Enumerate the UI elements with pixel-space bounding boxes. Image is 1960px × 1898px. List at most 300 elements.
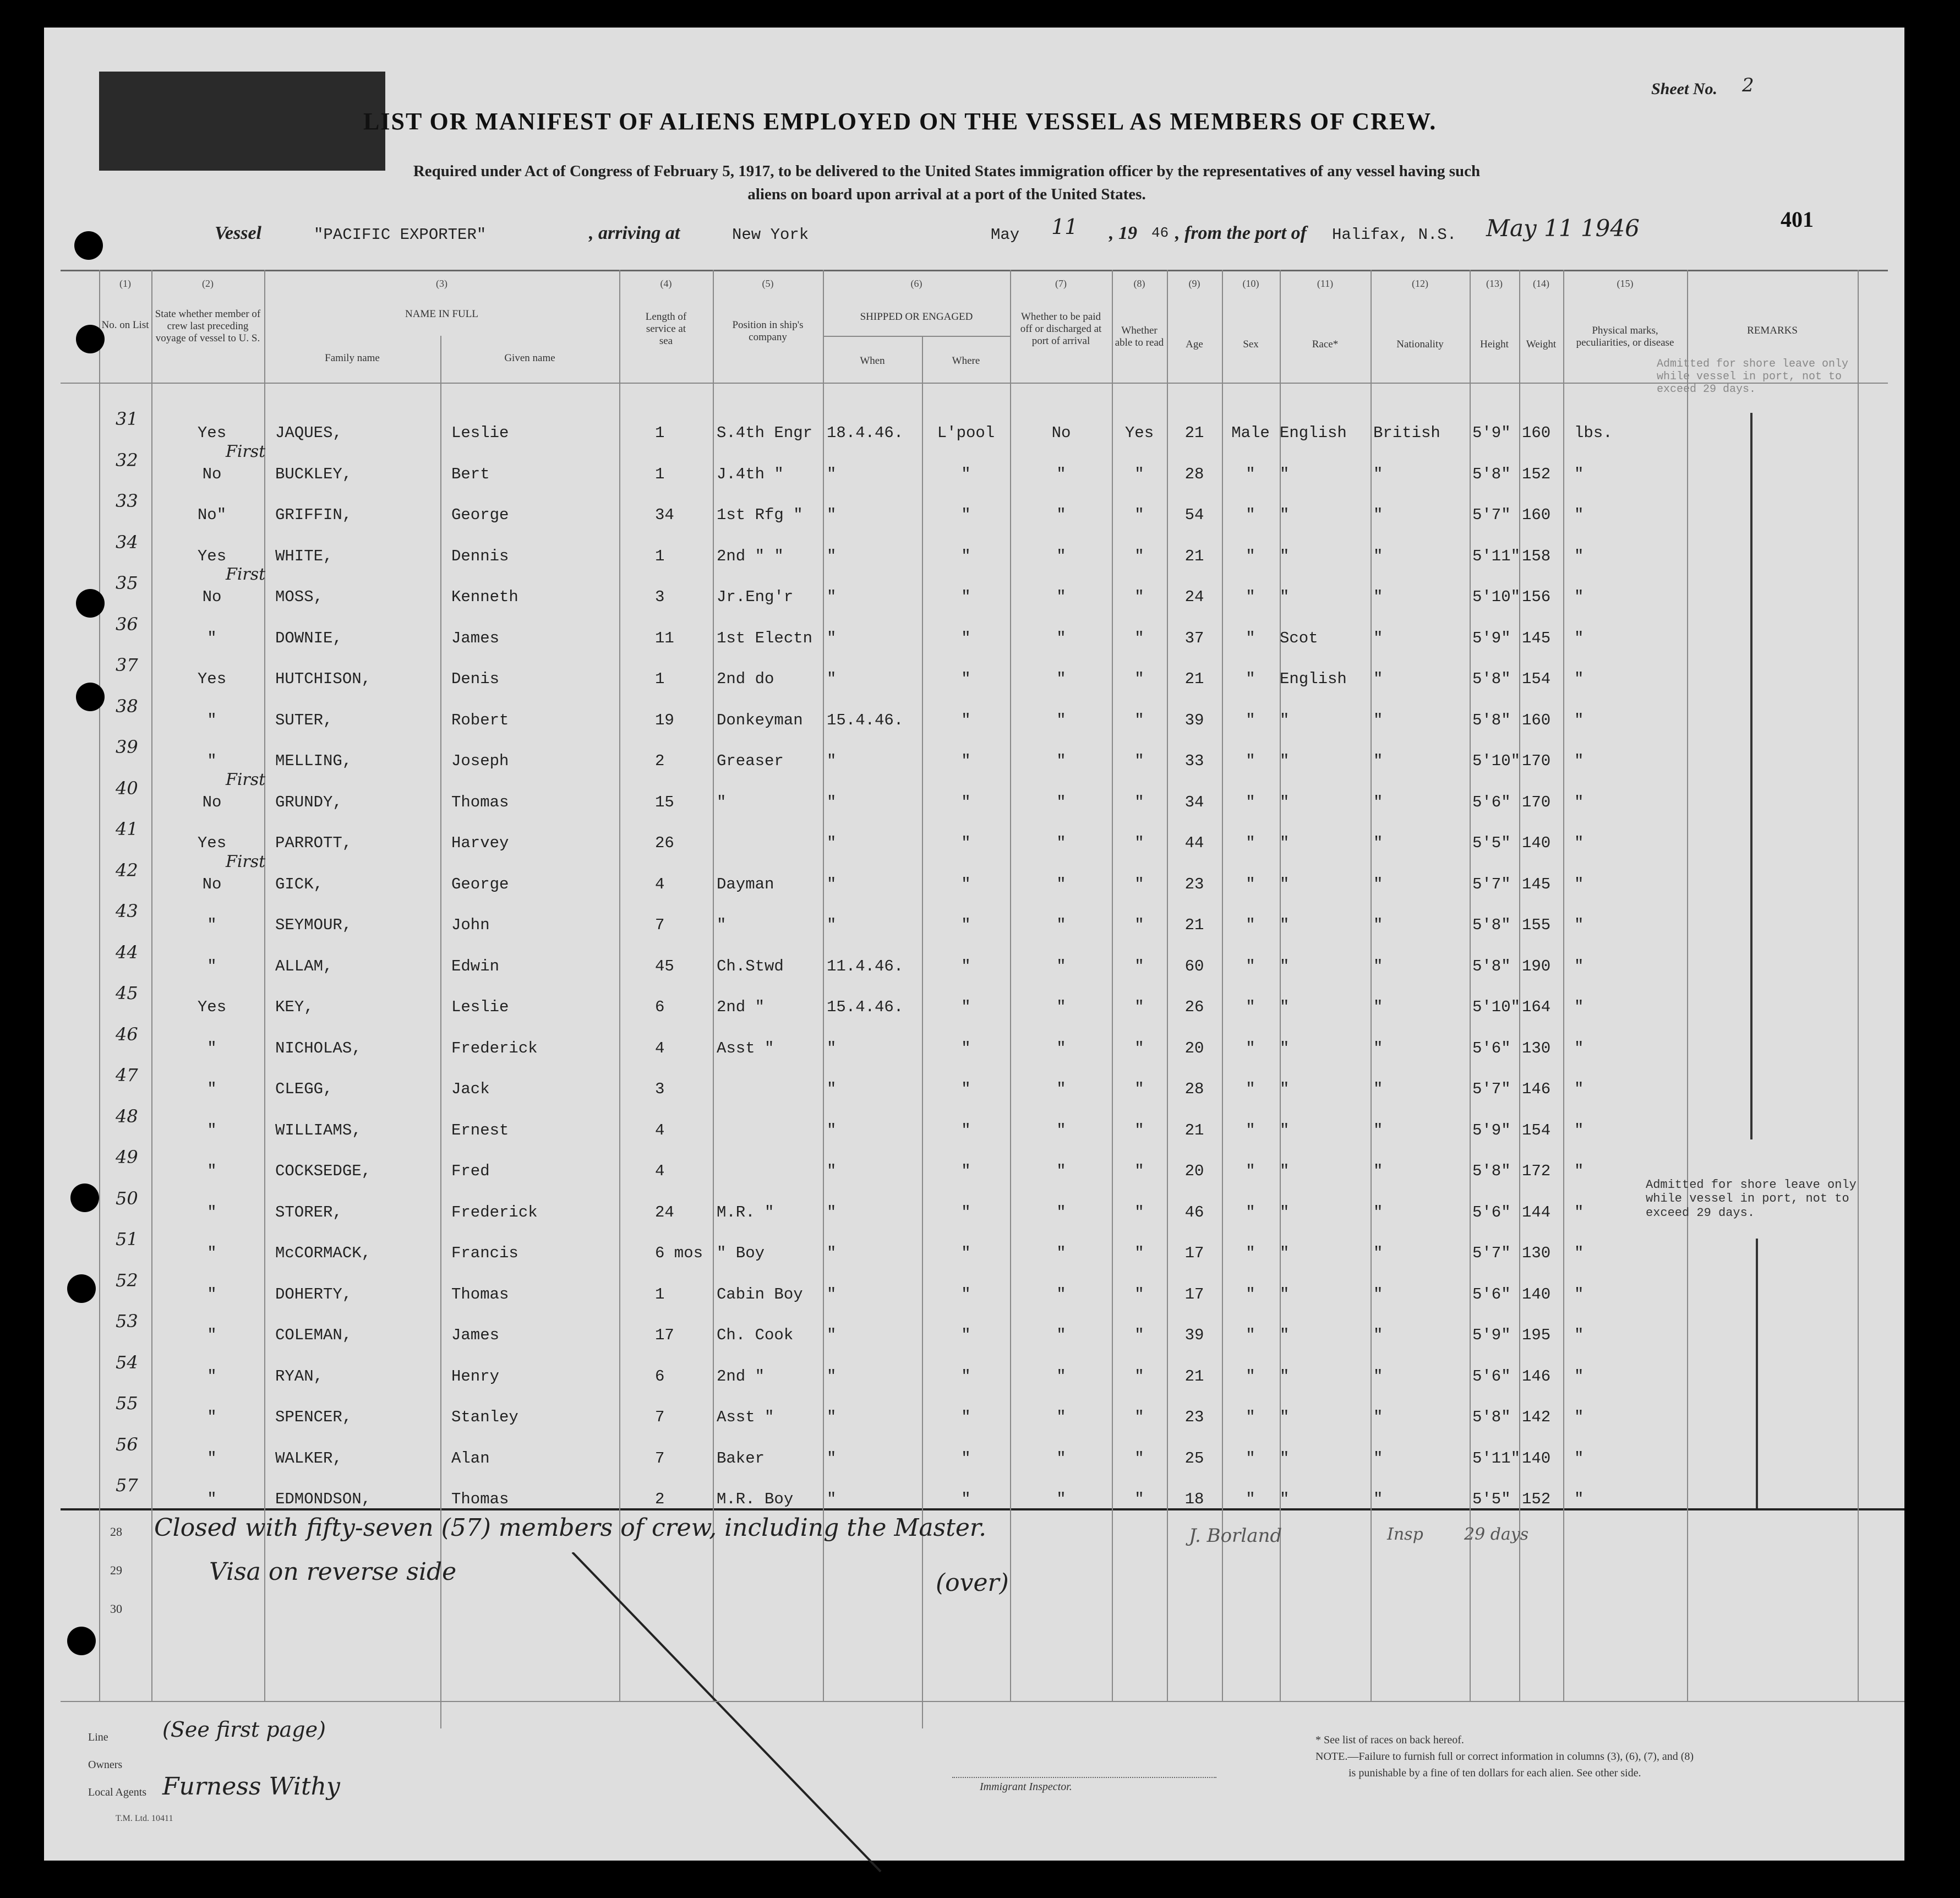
shipped-where-cell: "	[961, 998, 971, 1016]
nationality-cell: "	[1373, 629, 1383, 647]
nationality-cell: "	[1373, 1162, 1383, 1180]
row-number: 31	[116, 408, 138, 429]
row-number: 41	[116, 819, 138, 839]
position-cell: Baker	[717, 1449, 765, 1468]
sex-cell: "	[1246, 957, 1255, 975]
prev-voyage-cell: "	[207, 1039, 217, 1057]
inspector-signature: J. Borland	[1189, 1525, 1282, 1547]
race-cell: "	[1280, 1449, 1290, 1468]
sex-cell: "	[1246, 1080, 1255, 1098]
length-of-service-cell: 2	[655, 752, 665, 770]
family-name-cell: CLEGG,	[275, 1080, 333, 1098]
length-of-service-cell: 4	[655, 1121, 665, 1139]
shipped-where-cell: "	[961, 629, 971, 647]
weight-unit-cell: "	[1574, 1039, 1584, 1057]
col-header-race: Race*	[1312, 339, 1339, 350]
col-rule-8	[1112, 270, 1113, 1701]
age-cell: 21	[1184, 547, 1204, 565]
weight-cell: 145	[1522, 875, 1551, 893]
sex-cell: "	[1246, 1203, 1255, 1221]
col-rule-1	[99, 270, 100, 1701]
prev-voyage-cell: "	[207, 629, 217, 647]
weight-cell: 144	[1522, 1203, 1551, 1221]
weight-unit-cell: "	[1574, 916, 1584, 934]
height-cell: 5'8"	[1472, 670, 1511, 688]
able-to-read-cell: "	[1134, 1039, 1144, 1057]
given-name-cell: Francis	[451, 1244, 518, 1262]
nationality-cell: "	[1373, 916, 1383, 934]
length-of-service-cell: 15	[655, 793, 674, 811]
col-rule-3	[264, 270, 265, 1701]
race-cell: "	[1280, 1162, 1290, 1180]
sex-cell: "	[1246, 629, 1255, 647]
family-name-cell: BUCKLEY,	[275, 465, 352, 483]
position-cell: Jr.Eng'r	[717, 588, 794, 606]
over-note: (over)	[936, 1569, 1009, 1597]
race-cell: "	[1280, 916, 1290, 934]
race-cell: "	[1280, 506, 1290, 524]
sex-cell: "	[1246, 1039, 1255, 1057]
weight-cell: 156	[1522, 588, 1551, 606]
sheet-no-label: Sheet No.	[1651, 80, 1717, 98]
sex-cell: "	[1246, 547, 1255, 565]
weight-unit-cell: "	[1574, 1121, 1584, 1139]
shipped-where-cell: "	[961, 588, 971, 606]
shipped-when-cell: "	[827, 1449, 837, 1468]
row-number: 57	[116, 1475, 138, 1496]
paid-off-cell: "	[1056, 547, 1066, 565]
height-cell: 5'6"	[1472, 1039, 1511, 1057]
able-to-read-cell: "	[1134, 711, 1144, 729]
given-name-cell: Bert	[451, 465, 490, 483]
height-cell: 5'11"	[1472, 1449, 1521, 1468]
prev-voyage-cell: No	[202, 793, 222, 811]
race-cell: "	[1280, 1203, 1290, 1221]
sex-cell: "	[1246, 506, 1255, 524]
col-header-nationality: Nationality	[1396, 339, 1444, 350]
row-number: 32	[116, 449, 138, 471]
position-cell: 2nd "	[717, 998, 765, 1016]
shipped-when-cell: "	[827, 875, 837, 893]
weight-unit-cell: "	[1574, 1326, 1584, 1344]
arriving-label: , arriving at	[589, 223, 680, 243]
family-name-cell: ALLAM,	[275, 957, 333, 975]
nationality-cell: "	[1373, 834, 1383, 852]
age-cell: 26	[1184, 998, 1204, 1016]
given-name-cell: Joseph	[451, 752, 509, 770]
nationality-cell: "	[1373, 588, 1383, 606]
shipped-where-cell: "	[961, 1367, 971, 1386]
row-number: 56	[116, 1433, 138, 1455]
age-cell: 39	[1184, 1326, 1204, 1344]
position-cell: "	[717, 793, 727, 811]
shipped-where-cell: "	[961, 916, 971, 934]
row-number: 51	[116, 1229, 138, 1250]
row-29-number: 29	[110, 1563, 122, 1577]
weight-unit-cell: "	[1574, 1285, 1584, 1303]
family-name-cell: GRUNDY,	[275, 793, 342, 811]
weight-cell: 190	[1522, 957, 1551, 975]
given-name-cell: Kenneth	[451, 588, 518, 606]
nationality-cell: "	[1373, 1326, 1383, 1344]
nationality-cell: "	[1373, 875, 1383, 893]
given-name-cell: Ernest	[451, 1121, 509, 1139]
row-number: 34	[116, 531, 138, 553]
length-of-service-cell: 1	[655, 424, 665, 442]
col-num-6: (6)	[910, 278, 922, 289]
family-name-cell: SPENCER,	[275, 1408, 352, 1426]
age-cell: 24	[1184, 588, 1204, 606]
shipped-where-cell: "	[961, 752, 971, 770]
shipped-when-cell: "	[827, 1285, 837, 1303]
row-number: 39	[116, 737, 138, 757]
col-header-age: Age	[1186, 339, 1203, 350]
family-name-cell: STORER,	[275, 1203, 342, 1221]
family-name-cell: DOWNIE,	[275, 629, 342, 647]
paid-off-cell: "	[1056, 1162, 1066, 1180]
row-number: 37	[116, 655, 138, 675]
from-port-label: , from the port of	[1175, 223, 1307, 243]
nationality-cell: "	[1373, 1490, 1383, 1508]
race-cell: "	[1280, 1367, 1290, 1386]
punch-hole	[74, 231, 103, 260]
col-header-when: When	[860, 355, 885, 367]
given-name-cell: Stanley	[451, 1408, 518, 1426]
given-name-cell: Denis	[451, 670, 500, 688]
prev-voyage-cell: No	[202, 465, 222, 483]
age-cell: 23	[1184, 875, 1204, 893]
nationality-cell: "	[1373, 1244, 1383, 1262]
weight-cell: 172	[1522, 1162, 1551, 1180]
position-cell: Greaser	[717, 752, 784, 770]
row-number: 53	[116, 1311, 138, 1332]
given-name-cell: Frederick	[451, 1039, 538, 1057]
col-header-where: Where	[952, 355, 980, 367]
given-name-cell: Jack	[451, 1080, 490, 1098]
race-cell: Scot	[1280, 629, 1318, 647]
paid-off-cell: "	[1056, 834, 1066, 852]
nationality-cell: "	[1373, 793, 1383, 811]
subtitle-line-2: aliens on board upon arrival at a port of the United States.	[747, 186, 1146, 203]
age-cell: 28	[1184, 1080, 1204, 1098]
prev-voyage-cell: Yes	[197, 998, 227, 1016]
form-code: T.M. Ltd. 10411	[116, 1814, 173, 1823]
shipped-when-cell: "	[827, 834, 837, 852]
footer-rule	[61, 1701, 1904, 1702]
sex-cell: "	[1246, 1490, 1255, 1508]
weight-cell: 140	[1522, 1449, 1551, 1468]
weight-cell: 145	[1522, 629, 1551, 647]
height-cell: 5'8"	[1472, 465, 1511, 483]
prev-voyage-annotation: First	[226, 441, 266, 461]
age-cell: 21	[1184, 670, 1204, 688]
sex-cell: "	[1246, 916, 1255, 934]
weight-cell: 164	[1522, 998, 1551, 1016]
height-cell: 5'6"	[1472, 793, 1511, 811]
col-rule-5	[713, 270, 714, 1701]
age-cell: 23	[1184, 1408, 1204, 1426]
position-cell: M.R. "	[717, 1203, 774, 1221]
able-to-read-cell: "	[1134, 752, 1144, 770]
race-cell: "	[1280, 875, 1290, 893]
col-header-family: Family name	[325, 352, 380, 364]
age-cell: 60	[1184, 957, 1204, 975]
height-cell: 5'11"	[1472, 547, 1521, 565]
able-to-read-cell: "	[1134, 1367, 1144, 1386]
col-rule-9	[1167, 270, 1168, 1701]
weight-unit-cell: "	[1574, 711, 1584, 729]
col-rule-15	[1563, 270, 1564, 1701]
row-number: 46	[116, 1023, 138, 1045]
col-num-8: (8)	[1133, 278, 1145, 289]
height-cell: 5'7"	[1472, 875, 1511, 893]
race-cell: "	[1280, 793, 1290, 811]
vessel-label: Vessel	[215, 223, 261, 243]
height-cell: 5'8"	[1472, 916, 1511, 934]
shipped-when-cell: "	[827, 588, 837, 606]
col-header-sex: Sex	[1243, 339, 1259, 350]
weight-unit-cell: "	[1574, 506, 1584, 524]
length-of-service-cell: 1	[655, 1285, 665, 1303]
age-cell: 28	[1184, 465, 1204, 483]
year-suffix: 46	[1151, 225, 1169, 241]
paid-off-cell: "	[1056, 1490, 1066, 1508]
shipped-when-cell: 18.4.46.	[827, 424, 904, 442]
weight-cell: 154	[1522, 1121, 1551, 1139]
row-number: 50	[116, 1187, 138, 1209]
given-name-cell: John	[451, 916, 490, 934]
days-note: 29 days	[1464, 1525, 1529, 1544]
races-note: * See list of races on back hereof.	[1315, 1734, 1464, 1746]
able-to-read-cell: "	[1134, 957, 1144, 975]
weight-unit-cell: lbs.	[1574, 424, 1613, 442]
nationality-cell: "	[1373, 1367, 1383, 1386]
family-name-cell: GICK,	[275, 875, 324, 893]
weight-cell: 146	[1522, 1080, 1551, 1098]
paid-off-cell: "	[1056, 1326, 1066, 1344]
able-to-read-cell: "	[1134, 1490, 1144, 1508]
prev-voyage-cell: "	[207, 1162, 217, 1180]
weight-cell: 152	[1522, 465, 1551, 483]
col-num-10: (10)	[1242, 278, 1259, 289]
sex-cell: "	[1246, 998, 1255, 1016]
race-cell: "	[1280, 1121, 1290, 1139]
col-rule-7	[1010, 270, 1011, 1701]
height-cell: 5'9"	[1472, 424, 1511, 442]
arriving-port: New York	[732, 226, 809, 244]
col-num-3: (3)	[436, 278, 447, 289]
nationality-cell: "	[1373, 1449, 1383, 1468]
given-name-cell: Alan	[451, 1449, 490, 1468]
family-name-cell: SEYMOUR,	[275, 916, 352, 934]
length-of-service-cell: 34	[655, 506, 674, 524]
weight-cell: 170	[1522, 752, 1551, 770]
col-header-service: Length of service at sea	[645, 311, 687, 347]
age-cell: 17	[1184, 1244, 1204, 1262]
given-name-cell: Edwin	[451, 957, 500, 975]
weight-unit-cell: "	[1574, 1203, 1584, 1221]
prev-voyage-cell: Yes	[197, 424, 227, 442]
family-name-cell: McCORMACK,	[275, 1244, 372, 1262]
family-name-cell: SUTER,	[275, 711, 333, 729]
able-to-read-cell: "	[1134, 916, 1144, 934]
row-number: 42	[116, 859, 138, 881]
weight-unit-cell: "	[1574, 1449, 1584, 1468]
table-closing-rule	[61, 1508, 1904, 1510]
height-cell: 5'7"	[1472, 1244, 1511, 1262]
inspector-initials: Insp	[1387, 1525, 1423, 1544]
given-name-cell: James	[451, 1326, 500, 1344]
paid-off-cell: "	[1056, 506, 1066, 524]
shipped-when-cell: "	[827, 752, 837, 770]
sex-cell: "	[1246, 1285, 1255, 1303]
closing-statement: Closed with fifty-seven (57) members of crew, including the Master.	[154, 1514, 987, 1542]
position-cell: S.4th Engr	[717, 424, 813, 442]
race-cell: "	[1280, 834, 1290, 852]
given-name-cell: Harvey	[451, 834, 509, 852]
able-to-read-cell: "	[1134, 547, 1144, 565]
punch-hole	[76, 683, 105, 711]
length-of-service-cell: 1	[655, 465, 665, 483]
punch-hole	[76, 325, 105, 353]
row-number: 35	[116, 572, 138, 593]
remarks-bracket-bottom	[1756, 1239, 1758, 1508]
race-cell: "	[1280, 1244, 1290, 1262]
length-of-service-cell: 7	[655, 1449, 665, 1468]
family-name-cell: WHITE,	[275, 547, 333, 565]
able-to-read-cell: Yes	[1124, 424, 1154, 442]
length-of-service-cell: 4	[655, 1162, 665, 1180]
race-cell: "	[1280, 1490, 1290, 1508]
race-cell: "	[1280, 1326, 1290, 1344]
height-cell: 5'10"	[1472, 752, 1521, 770]
able-to-read-cell: "	[1134, 834, 1144, 852]
col-rule-6	[823, 270, 824, 1701]
penalty-note-2: is punishable by a fine of ten dollars for each alien. See other side.	[1348, 1767, 1641, 1779]
able-to-read-cell: "	[1134, 588, 1144, 606]
row-number: 38	[116, 695, 138, 717]
sex-cell: "	[1246, 1367, 1255, 1386]
given-name-cell: Leslie	[451, 424, 509, 442]
prev-voyage-cell: "	[207, 916, 217, 934]
paid-off-cell: "	[1056, 875, 1066, 893]
able-to-read-cell: "	[1134, 1285, 1144, 1303]
age-cell: 20	[1184, 1162, 1204, 1180]
line-label: Line	[88, 1731, 108, 1743]
weight-unit-cell: "	[1574, 1162, 1584, 1180]
race-cell: "	[1280, 711, 1290, 729]
from-port: Halifax, N.S.	[1332, 226, 1457, 244]
weight-unit-cell: "	[1574, 1367, 1584, 1386]
shipped-where-cell: "	[961, 1326, 971, 1344]
age-cell: 25	[1184, 1449, 1204, 1468]
paid-off-cell: "	[1056, 916, 1066, 934]
length-of-service-cell: 1	[655, 547, 665, 565]
prev-voyage-cell: No	[202, 875, 222, 893]
position-cell: 1st Electn	[717, 629, 813, 647]
agents-value: Furness Withy	[162, 1772, 340, 1801]
able-to-read-cell: "	[1134, 1080, 1144, 1098]
prev-voyage-cell: No	[202, 588, 222, 606]
weight-unit-cell: "	[1574, 957, 1584, 975]
shipped-where-cell: "	[961, 465, 971, 483]
age-cell: 21	[1184, 1367, 1204, 1386]
length-of-service-cell: 17	[655, 1326, 674, 1344]
length-of-service-cell: 6	[655, 1367, 665, 1386]
position-cell: Dayman	[717, 875, 774, 893]
height-cell: 5'6"	[1472, 1203, 1511, 1221]
height-cell: 5'10"	[1472, 998, 1521, 1016]
age-cell: 34	[1184, 793, 1204, 811]
weight-unit-cell: "	[1574, 1080, 1584, 1098]
weight-cell: 160	[1522, 506, 1551, 524]
nationality-cell: "	[1373, 1408, 1383, 1426]
remarks-faded: Admitted for shore leave only while vessel in port, not to exceed 29 days.	[1657, 358, 1849, 396]
weight-cell: 130	[1522, 1039, 1551, 1057]
family-name-cell: DOHERTY,	[275, 1285, 352, 1303]
nationality-cell: "	[1373, 465, 1383, 483]
col-num-13: (13)	[1486, 278, 1503, 289]
paid-off-cell: No	[1051, 424, 1071, 442]
weight-unit-cell: "	[1574, 793, 1584, 811]
paid-off-cell: "	[1056, 1244, 1066, 1262]
shipped-where-cell: "	[961, 1039, 971, 1057]
sex-cell: Male	[1231, 424, 1270, 442]
agents-label: Local Agents	[88, 1786, 147, 1798]
row-28-number: 28	[110, 1525, 122, 1539]
sex-cell: "	[1246, 670, 1255, 688]
shipped-when-cell: "	[827, 1080, 837, 1098]
position-cell: 2nd do	[717, 670, 774, 688]
punch-hole	[67, 1627, 96, 1655]
col-num-7: (7)	[1055, 278, 1067, 289]
age-cell: 17	[1184, 1285, 1204, 1303]
prev-voyage-cell: "	[207, 1080, 217, 1098]
col-header-position: Position in ship's company	[732, 319, 804, 343]
given-name-cell: Thomas	[451, 1490, 509, 1508]
weight-unit-cell: "	[1574, 1244, 1584, 1262]
length-of-service-cell: 1	[655, 670, 665, 688]
weight-unit-cell: "	[1574, 998, 1584, 1016]
row-number: 40	[116, 777, 138, 799]
weight-unit-cell: "	[1574, 465, 1584, 483]
sex-cell: "	[1246, 1408, 1255, 1426]
nationality-cell: "	[1373, 547, 1383, 565]
race-cell: "	[1280, 752, 1290, 770]
col-num-15: (15)	[1617, 278, 1634, 289]
family-name-cell: GRIFFIN,	[275, 506, 352, 524]
col-rule-17	[1858, 270, 1859, 1701]
weight-cell: 154	[1522, 670, 1551, 688]
weight-cell: 152	[1522, 1490, 1551, 1508]
paid-off-cell: "	[1056, 1080, 1066, 1098]
weight-cell: 140	[1522, 1285, 1551, 1303]
length-of-service-cell: 11	[655, 629, 674, 647]
prev-voyage-cell: "	[207, 1326, 217, 1344]
shipped-where-cell: "	[961, 1162, 971, 1180]
given-name-cell: George	[451, 875, 509, 893]
age-cell: 33	[1184, 752, 1204, 770]
age-cell: 21	[1184, 1121, 1204, 1139]
col-num-12: (12)	[1412, 278, 1428, 289]
row-30-number: 30	[110, 1602, 122, 1616]
col-num-2: (2)	[202, 278, 214, 289]
shipped-when-cell: "	[827, 1244, 837, 1262]
length-of-service-cell: 3	[655, 1080, 665, 1098]
nationality-cell: "	[1373, 711, 1383, 729]
paid-off-cell: "	[1056, 1408, 1066, 1426]
length-of-service-cell: 7	[655, 916, 665, 934]
